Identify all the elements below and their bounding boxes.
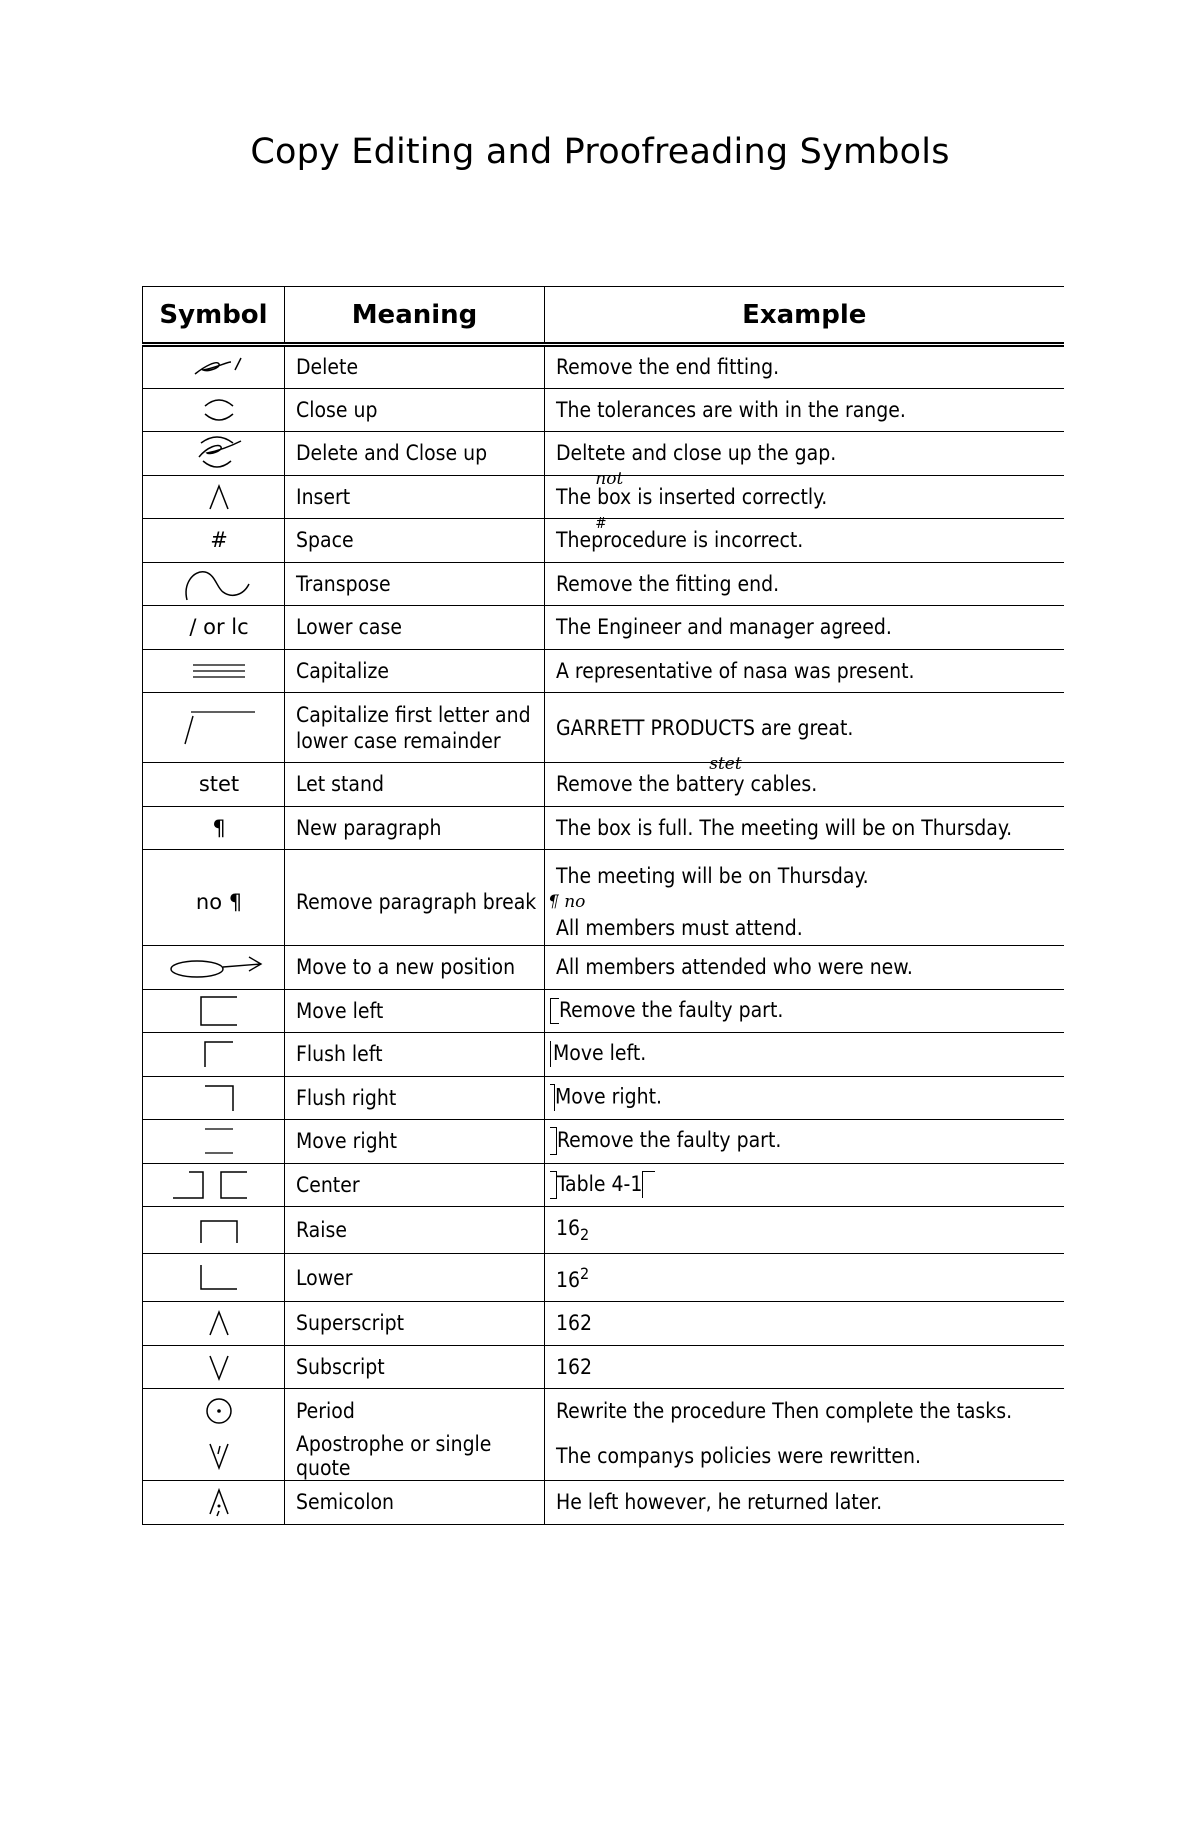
meaning-cell: Lower	[285, 1254, 545, 1302]
delete-mark-icon	[189, 352, 249, 382]
meaning-cell: New paragraph	[285, 806, 545, 850]
meaning-cell: Lower case	[285, 606, 545, 650]
meaning-cell: Raise	[285, 1207, 545, 1254]
symbol-cell	[143, 946, 285, 990]
example-text: Table 4-1	[557, 1171, 643, 1196]
triple-underline-icon	[189, 659, 249, 683]
symbol-text: stet	[198, 772, 240, 797]
table-row	[143, 1076, 1064, 1120]
meaning-cell: Center	[285, 1163, 545, 1207]
close-up-icon	[199, 394, 239, 426]
circled-dot-icon	[203, 1395, 235, 1427]
symbol-cell	[143, 1076, 285, 1120]
symbol-cell	[143, 475, 285, 519]
meaning-cell	[285, 693, 545, 763]
example-cell	[545, 989, 1064, 1033]
move-right-bracket-icon	[201, 1126, 237, 1156]
symbol-text: ¶	[212, 815, 226, 840]
symbol-cell	[143, 606, 285, 650]
example-cell	[545, 1076, 1064, 1120]
table-row	[143, 1345, 1064, 1389]
meaning-line-2: lower case remainder	[296, 728, 501, 753]
example-cell: Deltete and close up the gap.	[545, 432, 1064, 476]
symbol-cell	[143, 649, 285, 693]
bracket-mark	[642, 1171, 655, 1198]
symbol-cell	[143, 1254, 285, 1302]
page-title: Copy Editing and Proofreading Symbols	[250, 132, 950, 172]
table-row	[143, 1207, 1064, 1254]
symbol-cell	[143, 989, 285, 1033]
example-cell: 162	[545, 1302, 1064, 1346]
symbol-cell	[143, 519, 285, 563]
meaning-cell: Superscript	[285, 1302, 545, 1346]
symbol-cell	[143, 432, 285, 476]
meaning-line-1: Capitalize first letter and	[296, 702, 531, 727]
symbol-cell	[143, 1389, 285, 1433]
example-text: Move left.	[553, 1041, 647, 1066]
symbol-cell	[143, 1302, 285, 1346]
header-symbol: Symbol	[143, 287, 285, 345]
center-brackets-icon	[169, 1169, 269, 1201]
table-row	[143, 1163, 1064, 1207]
meaning-cell: Move right	[285, 1120, 545, 1164]
symbol-cell	[143, 763, 285, 807]
example-cell: Rewrite the procedure Then complete the tasks.	[545, 1389, 1064, 1433]
move-left-bracket-icon	[197, 994, 241, 1028]
example-text: Remove the battery cables.	[556, 772, 818, 797]
meaning-cell: Delete and Close up	[285, 432, 545, 476]
flush-left-bracket-icon	[201, 1039, 237, 1069]
symbol-cell	[143, 693, 285, 763]
example-cell	[545, 514, 1064, 563]
meaning-cell: Move to a new position	[285, 946, 545, 990]
meaning-cell: Move left	[285, 989, 545, 1033]
flush-right-bracket-icon	[201, 1083, 237, 1113]
example-cell: 162	[545, 1345, 1064, 1389]
table-row	[143, 519, 1064, 563]
symbol-cell	[143, 1033, 285, 1077]
symbol-cell	[143, 850, 285, 946]
apostrophe-caret-icon	[204, 1440, 234, 1472]
meaning-cell: Let stand	[285, 763, 545, 807]
inverted-caret-icon	[204, 1352, 234, 1382]
table-row	[143, 562, 1064, 606]
example-text: The box is inserted correctly.	[556, 484, 828, 509]
table-row	[143, 850, 1064, 946]
example-cell: The box is full. The meeting will be on Thursday.	[545, 806, 1064, 850]
table-row	[143, 1302, 1064, 1346]
meaning-cell: Close up	[285, 388, 545, 432]
symbol-cell	[143, 1163, 285, 1207]
symbol-cell	[143, 1432, 285, 1481]
symbol-text: #	[210, 528, 228, 553]
table-header-row	[143, 287, 1064, 345]
table-row	[143, 1120, 1064, 1164]
example-line-3: All members must attend.	[556, 916, 803, 940]
example-text: 16	[556, 1267, 581, 1292]
table-row	[143, 806, 1064, 850]
example-text: Theprocedure is incorrect.	[556, 528, 804, 553]
meaning-cell: Insert	[285, 475, 545, 519]
example-cell: A representative of nasa was present.	[545, 649, 1064, 693]
meaning-cell: Capitalize	[285, 649, 545, 693]
meaning-cell: Delete	[285, 345, 545, 389]
meaning-cell: Semicolon	[285, 1481, 545, 1525]
table-row	[143, 693, 1064, 763]
lower-bracket-icon	[197, 1263, 241, 1293]
meaning-cell: Flush left	[285, 1033, 545, 1077]
example-cell: The tolerances are with in the range.	[545, 388, 1064, 432]
table-row	[143, 606, 1064, 650]
bracket-mark	[550, 998, 559, 1024]
example-cell	[545, 468, 1064, 519]
example-cell	[545, 754, 1064, 807]
meaning-cell: Transpose	[285, 562, 545, 606]
symbol-cell	[143, 562, 285, 606]
symbol-cell	[143, 1345, 285, 1389]
table-row	[143, 1432, 1064, 1481]
example-cell: The companys policies were rewritten.	[545, 1432, 1064, 1481]
table-row	[143, 345, 1064, 389]
example-cell: GARRETT PRODUCTS are great.	[545, 693, 1064, 763]
example-cell	[545, 1120, 1064, 1164]
header-meaning: Meaning	[285, 287, 545, 345]
meaning-cell: Subscript	[285, 1345, 545, 1389]
example-cell: Remove the fitting end.	[545, 562, 1064, 606]
transpose-icon	[179, 566, 259, 602]
caret-icon	[204, 1308, 234, 1338]
symbol-cell	[143, 1207, 285, 1254]
table-row	[143, 946, 1064, 990]
table-row	[143, 649, 1064, 693]
caret-icon	[204, 482, 234, 512]
slash-overline-icon	[179, 708, 259, 748]
table-row	[143, 763, 1064, 807]
symbol-cell	[143, 1120, 285, 1164]
symbol-cell	[143, 388, 285, 432]
example-annotation: ¶ no	[548, 892, 586, 912]
example-annotation: #	[595, 514, 607, 533]
table-row	[143, 1033, 1064, 1077]
delete-close-up-icon	[191, 433, 247, 473]
symbol-cell	[143, 345, 285, 389]
move-arrow-icon	[169, 952, 269, 982]
example-text: Remove the faulty part.	[557, 1128, 782, 1153]
table-row	[143, 989, 1064, 1033]
symbol-text: no ¶	[195, 890, 243, 914]
semicolon-caret-icon	[204, 1486, 234, 1518]
bracket-mark	[550, 1127, 557, 1155]
symbol-cell	[143, 806, 285, 850]
example-cell: Remove the end fitting.	[545, 345, 1064, 389]
example-superscript: 2	[580, 1263, 590, 1283]
meaning-cell: Remove paragraph break	[285, 850, 545, 946]
table-row	[143, 1254, 1064, 1302]
example-cell	[545, 1254, 1064, 1302]
example-text: Remove the faulty part.	[559, 997, 784, 1022]
table-row	[143, 388, 1064, 432]
example-cell	[545, 1033, 1064, 1077]
example-annotation: stet	[709, 754, 742, 775]
example-cell: All members attended who were new.	[545, 946, 1064, 990]
table-row	[143, 475, 1064, 519]
example-cell	[545, 1207, 1064, 1254]
symbols-table	[142, 286, 1064, 1525]
example-annotation: not	[595, 468, 624, 489]
example-cell	[545, 1163, 1064, 1207]
table-row	[143, 1389, 1064, 1433]
example-text: Move right.	[555, 1084, 663, 1109]
example-cell: He left however, he returned later.	[545, 1481, 1064, 1525]
meaning-cell: Apostrophe or single quote	[285, 1432, 545, 1481]
meaning-cell: Flush right	[285, 1076, 545, 1120]
symbol-text: / or lc	[189, 615, 249, 640]
example-cell	[545, 850, 1064, 946]
example-line-1: The meeting will be on Thursday.	[556, 864, 869, 888]
meaning-cell: Space	[285, 519, 545, 563]
example-text: 16	[556, 1215, 581, 1240]
header-example: Example	[545, 287, 1064, 345]
example-subscript: 2	[580, 1225, 590, 1245]
bracket-mark	[550, 1171, 557, 1199]
table-row	[143, 1481, 1064, 1525]
raise-bracket-icon	[197, 1215, 241, 1245]
symbol-cell	[143, 1481, 285, 1525]
example-cell: The Engineer and manager agreed.	[545, 606, 1064, 650]
meaning-cell: Period	[285, 1389, 545, 1433]
